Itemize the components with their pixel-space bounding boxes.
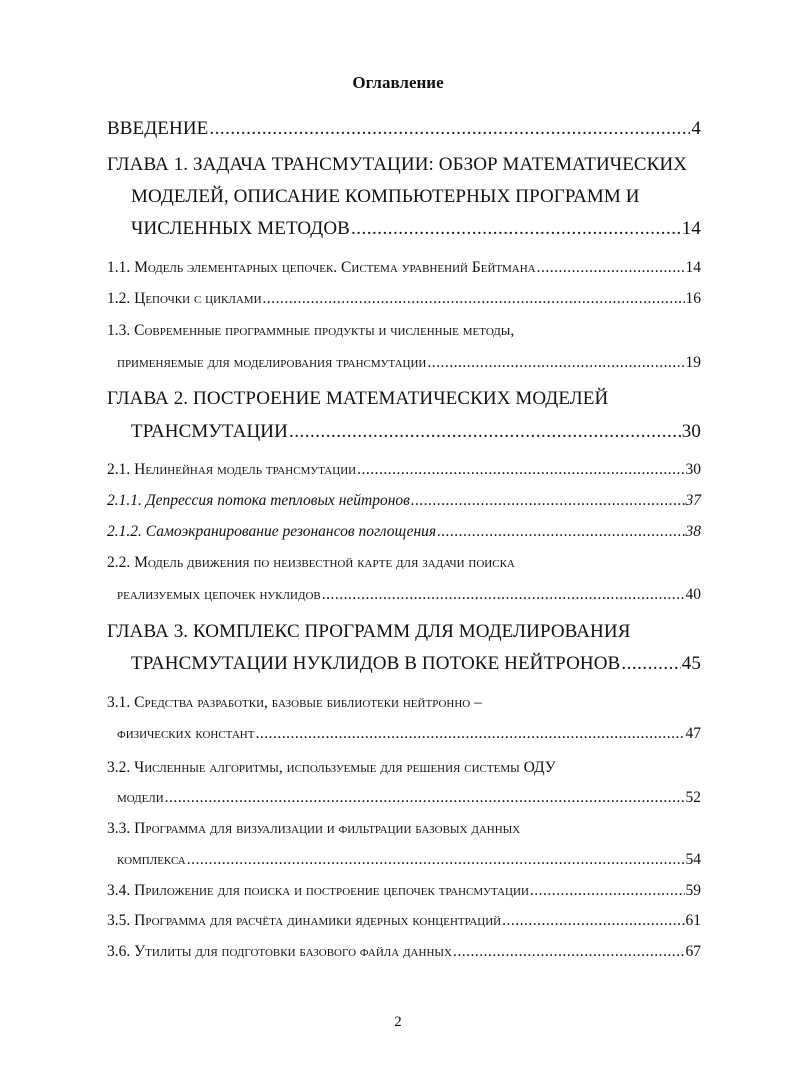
- toc-section-3-5[interactable]: [107, 910, 701, 932]
- toc-page-number: 59: [685, 882, 701, 899]
- toc-dot-leader: [453, 941, 685, 963]
- toc-page-number: 16: [685, 290, 701, 307]
- toc-dot-leader: [537, 257, 685, 279]
- toc-entry-text: 2.1. Нелинейная модель трансмутации: [107, 461, 357, 478]
- toc-section-3-3[interactable]: [117, 849, 701, 871]
- toc-entry-text: модели: [117, 789, 164, 806]
- toc-dot-leader: [411, 490, 685, 512]
- toc-page-number: 19: [685, 354, 701, 371]
- toc-page-number: 38: [685, 523, 701, 540]
- toc-page-number: 67: [685, 943, 701, 960]
- toc-entry-text: 2.1.1. Депрессия потока тепловых нейтронов: [107, 492, 410, 509]
- toc-chapter-2[interactable]: [131, 421, 701, 443]
- toc-entry-text: 1.1. Модель элементарных цепочек. Система уравнений Бейтмана: [107, 259, 536, 276]
- toc-section-1-3[interactable]: [117, 352, 701, 374]
- toc-page-number: 54: [685, 851, 701, 868]
- toc-dot-leader: [621, 653, 680, 675]
- toc-section-2-1-1[interactable]: [107, 490, 701, 512]
- toc-page-number: 14: [681, 218, 701, 239]
- toc-section-3-1-line1[interactable]: 3.1. Средства разработки, базовые библиотеки нейтронно –: [107, 694, 482, 711]
- toc-section-2-2[interactable]: [117, 584, 701, 606]
- toc-entry-text: применяемые для моделирования трансмутации: [117, 354, 427, 371]
- toc-dot-leader: [263, 288, 685, 310]
- toc-entry-text: физических констант: [117, 725, 255, 742]
- toc-page-number: 4: [691, 118, 701, 139]
- toc-entry-text: 1.2. Цепочки с циклами: [107, 290, 262, 307]
- toc-dot-leader: [530, 880, 685, 902]
- toc-dot-leader: [351, 218, 681, 240]
- toc-dot-leader: [255, 723, 684, 745]
- toc-dot-leader: [437, 521, 684, 543]
- toc-dot-leader: [357, 459, 684, 481]
- toc-dot-leader: [502, 910, 684, 932]
- toc-section-3-2[interactable]: [117, 787, 701, 809]
- toc-section-3-2-line1[interactable]: 3.2. Численные алгоритмы, используемые для решения системы ОДУ: [107, 759, 556, 776]
- toc-section-1-3-line1[interactable]: 1.3. Современные программные продукты и численные методы,: [107, 322, 515, 339]
- toc-entry-text: комплекса: [117, 851, 186, 868]
- toc-dot-leader: [427, 352, 684, 374]
- toc-chapter-3[interactable]: [131, 653, 701, 675]
- toc-entry-text: 3.4. Приложение для поиска и построение цепочек трансмутации: [107, 882, 529, 899]
- toc-page-number: 40: [685, 586, 701, 603]
- toc-section-2-2-line1[interactable]: 2.2. Модель движения по неизвестной карте для задачи поиска: [107, 554, 515, 571]
- toc-chapter-2-line1[interactable]: ГЛАВА 2. ПОСТРОЕНИЕ МАТЕМАТИЧЕСКИХ МОДЕЛЕЙ: [107, 388, 609, 409]
- toc-entry-text: ВВЕДЕНИЕ: [107, 118, 209, 139]
- toc-page-number: 14: [685, 259, 701, 276]
- toc-page-number: 37: [685, 492, 701, 509]
- toc-entry-text: ТРАНСМУТАЦИИ НУКЛИДОВ В ПОТОКЕ НЕЙТРОНОВ: [131, 653, 621, 674]
- toc-page-number: 47: [685, 725, 701, 742]
- toc-section-3-3-line1[interactable]: 3.3. Программа для визуализации и фильтрации базовых данных: [107, 820, 521, 837]
- toc-chapter-1-line1[interactable]: ГЛАВА 1. ЗАДАЧА ТРАНСМУТАЦИИ: ОБЗОР МАТЕМАТИЧЕСКИХ: [107, 154, 688, 175]
- toc-dot-leader: [322, 584, 685, 606]
- toc-entry-text: 3.5. Программа для расчёта динамики ядерных концентраций: [107, 912, 502, 929]
- toc-entry-text: 2.1.2. Самоэкранирование резонансов поглощения: [107, 523, 437, 540]
- toc-chapter-1[interactable]: [131, 218, 701, 240]
- toc-section-1-2[interactable]: [107, 288, 701, 310]
- toc-dot-leader: [289, 421, 681, 443]
- page-number: 2: [394, 1014, 402, 1030]
- toc-page-number: 30: [685, 461, 701, 478]
- toc-page-number: 61: [685, 912, 701, 929]
- toc-dot-leader: [209, 118, 690, 140]
- toc-page-number: 52: [685, 789, 701, 806]
- toc-section-2-1-2[interactable]: [107, 521, 701, 543]
- toc-dot-leader: [187, 849, 685, 871]
- toc-entry-text: реализуемых цепочек нуклидов: [117, 586, 321, 603]
- toc-section-1-1[interactable]: [107, 257, 701, 279]
- toc-entry-intro[interactable]: [107, 118, 701, 140]
- toc-page-number: 30: [681, 421, 701, 442]
- toc-dot-leader: [165, 787, 685, 809]
- toc-chapter-1-line2[interactable]: МОДЕЛЕЙ, ОПИСАНИЕ КОМПЬЮТЕРНЫХ ПРОГРАММ И: [131, 186, 640, 207]
- toc-page-number: 45: [681, 653, 701, 674]
- toc-section-3-4[interactable]: [107, 880, 701, 902]
- toc-title: Оглавление: [352, 73, 444, 92]
- toc-entry-text: ЧИСЛЕННЫХ МЕТОДОВ: [131, 218, 350, 239]
- toc-entry-text: 3.6. Утилиты для подготовки базового файла данных: [107, 943, 452, 960]
- toc-section-3-1[interactable]: [117, 723, 701, 745]
- toc-section-3-6[interactable]: [107, 941, 701, 963]
- toc-entry-text: ТРАНСМУТАЦИИ: [131, 421, 288, 442]
- toc-chapter-3-line1[interactable]: ГЛАВА 3. КОМПЛЕКС ПРОГРАММ ДЛЯ МОДЕЛИРОВАНИЯ: [107, 621, 631, 642]
- toc-section-2-1[interactable]: [107, 459, 701, 481]
